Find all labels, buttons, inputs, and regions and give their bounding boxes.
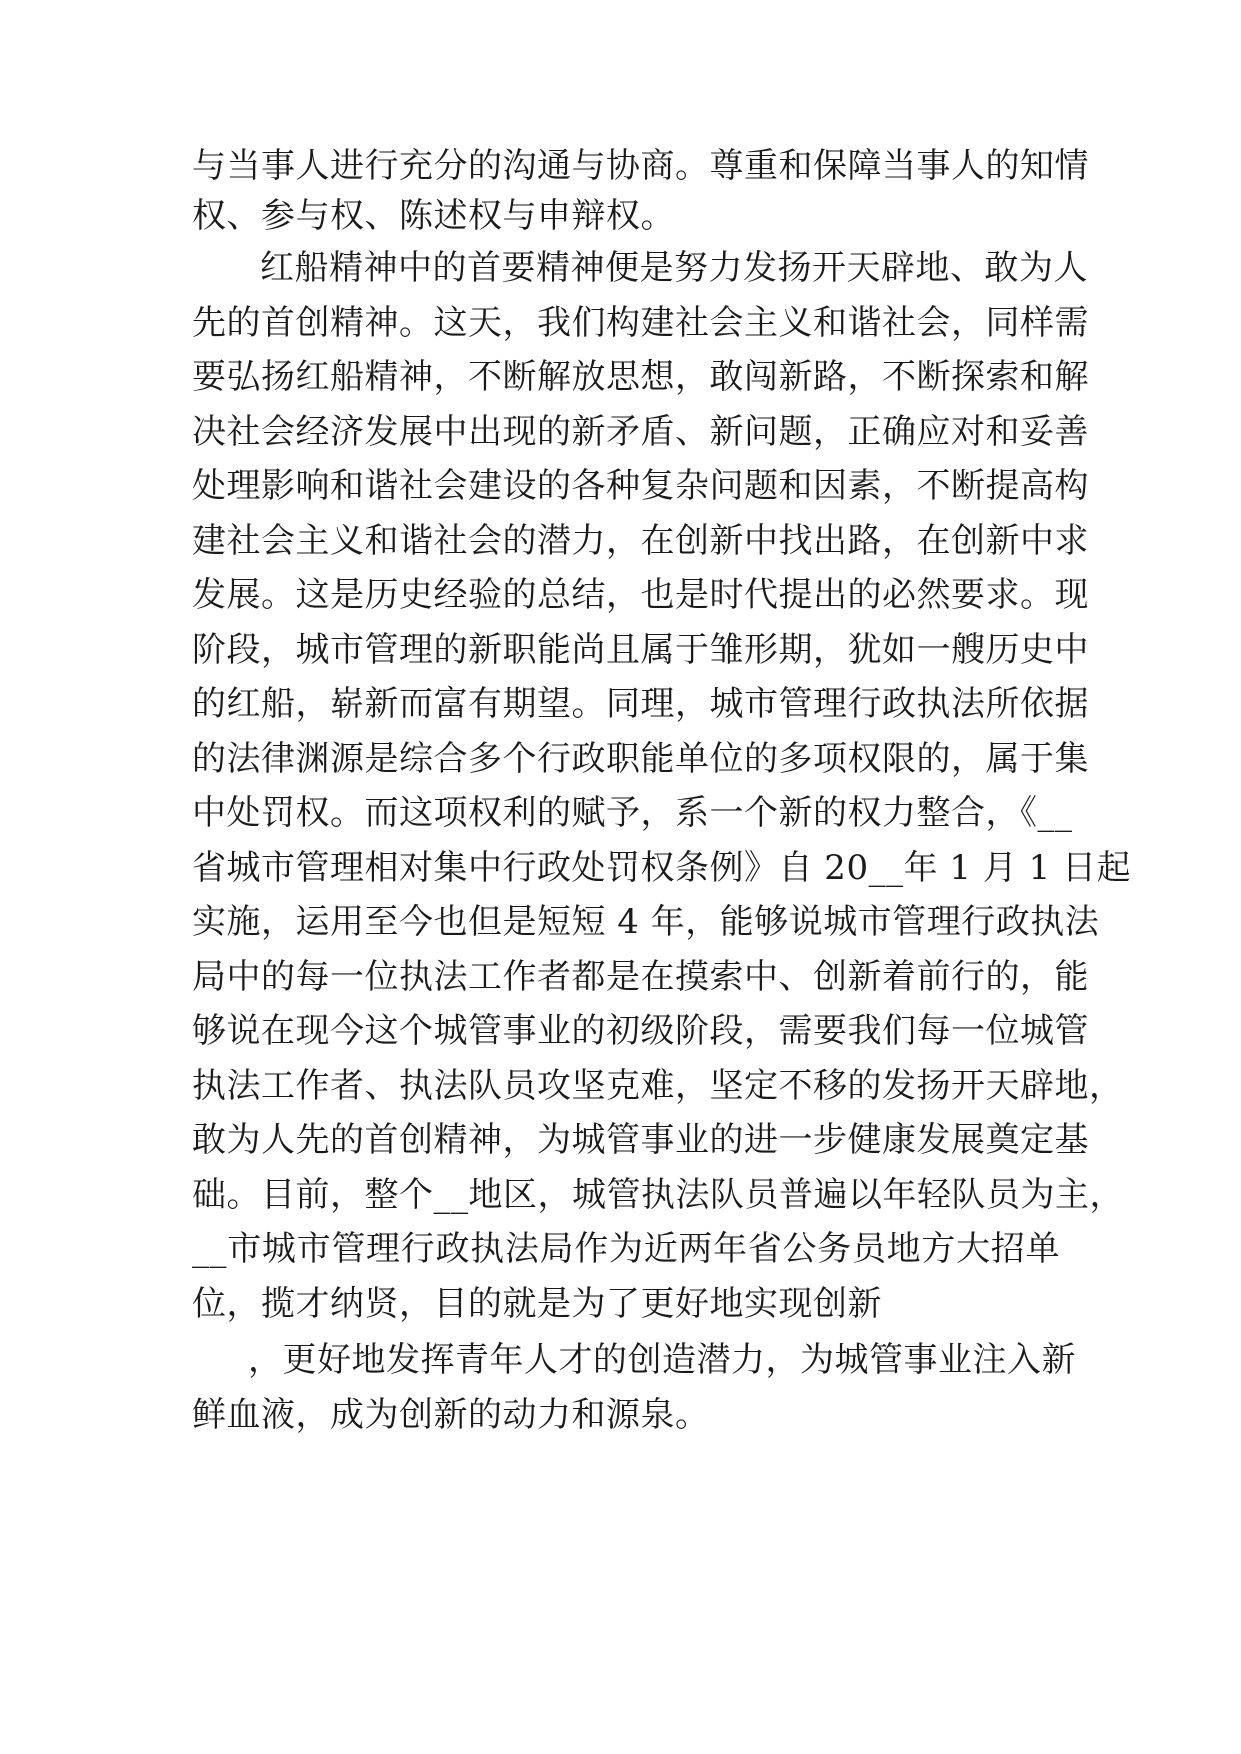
- text-line: ，更好地发挥青年人才的创造潜力，为城管事业注入新: [248, 1340, 1076, 1380]
- text-line: 红船精神中的首要精神便是努力发扬开天辟地、敢为人: [260, 248, 1088, 288]
- text-line: 位，揽才纳贤，目的就是为了更好地实现创新: [192, 1284, 882, 1324]
- text-line: 础。目前，整个__地区，城管执法队员普遍以年轻队员为主，: [192, 1175, 1124, 1215]
- text-line: 实施，运用至今也但是短短 4 年，能够说城市管理行政执法: [192, 902, 1100, 942]
- text-line: 够说在现今这个城管事业的初级阶段，需要我们每一位城管: [192, 1011, 1089, 1051]
- text-line: 阶段，城市管理的新职能尚且属于雏形期，犹如一艘历史中: [192, 630, 1089, 670]
- text-line: 决社会经济发展中出现的新矛盾、新问题，正确应对和妥善: [192, 412, 1089, 452]
- text-line: 的法律渊源是综合多个行政职能单位的多项权限的，属于集: [192, 739, 1089, 779]
- text-line: 省城市管理相对集中行政处罚权条例》自 20__年 1 月 1 日起: [192, 848, 1132, 888]
- text-line: 中处罚权。而这项权利的赋予，系一个新的权力整合，《__: [192, 793, 1073, 833]
- text-line: 敢为人先的首创精神，为城管事业的进一步健康发展奠定基: [192, 1120, 1089, 1160]
- text-line: 执法工作者、执法队员攻坚克难，坚定不移的发扬开天辟地，: [192, 1066, 1124, 1106]
- text-line: 鲜血液，成为创新的动力和源泉。: [192, 1395, 710, 1435]
- text-line: 先的首创精神。这天，我们构建社会主义和谐社会，同样需: [192, 303, 1089, 343]
- text-line: 局中的每一位执法工作者都是在摸索中、创新着前行的，能: [192, 957, 1089, 997]
- text-line: 处理影响和谐社会建设的各种复杂问题和因素，不断提高构: [192, 466, 1089, 506]
- text-line: 的红船，崭新而富有期望。同理，城市管理行政执法所依据: [192, 684, 1089, 724]
- text-line: 要弘扬红船精神，不断解放思想，敢闯新路，不断探索和解: [192, 357, 1089, 397]
- text-line: 与当事人进行充分的沟通与协商。尊重和保障当事人的知情: [192, 146, 1089, 186]
- text-line: 发展。这是历史经验的总结，也是时代提出的必然要求。现: [192, 575, 1089, 615]
- text-line: 建社会主义和谐社会的潜力，在创新中找出路，在创新中求: [192, 521, 1089, 561]
- text-line: __市城市管理行政执法局作为近两年省公务员地方大招单: [192, 1229, 1060, 1269]
- text-line: 权、参与权、陈述权与申辩权。: [192, 196, 675, 236]
